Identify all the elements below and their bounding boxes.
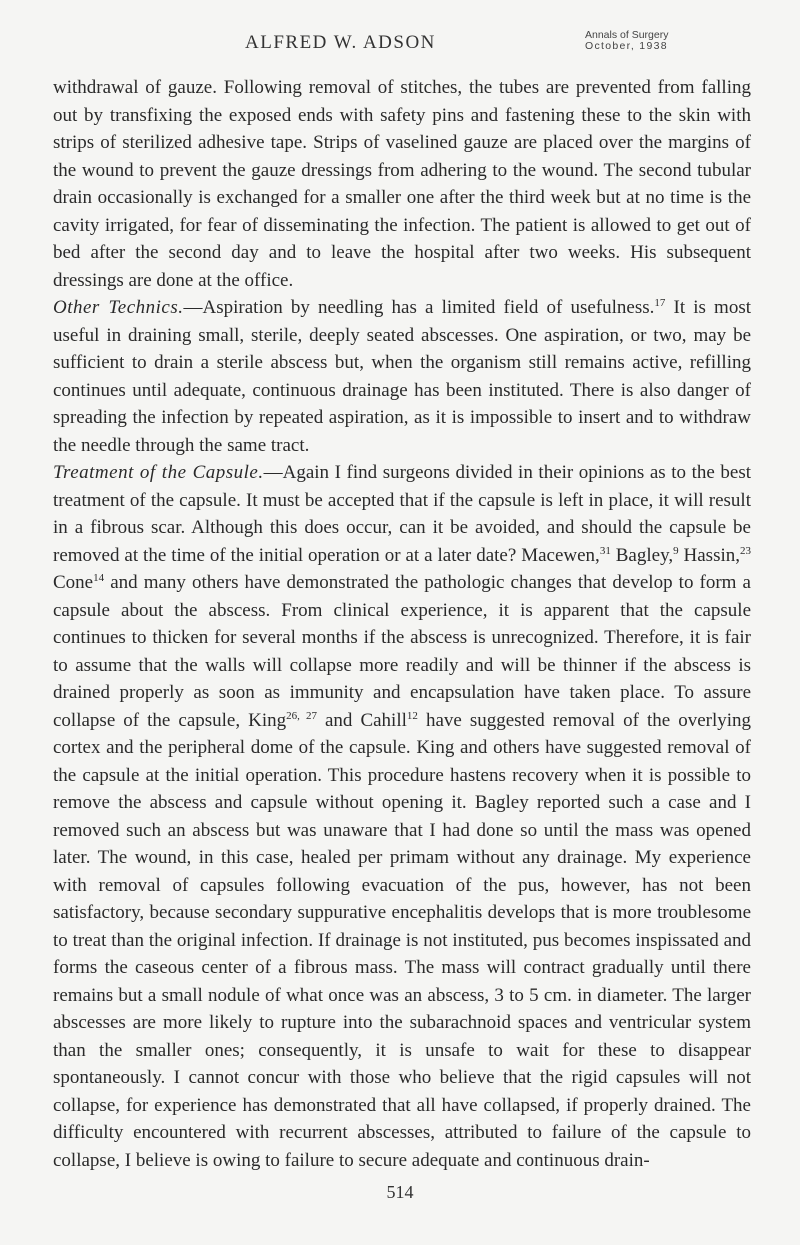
section-subhead: Treatment of the Capsule. [53,462,264,483]
paragraph-other-technics [53,294,751,459]
citation-reference: 14 [93,572,105,584]
text-run: Hassin, [678,544,740,566]
citation-reference: 12 [406,709,418,722]
text-run: have suggested removal of the overlying cortex and the peripheral dome of the capsule. King and others have suggested removal of the capsule at the initial operation. This procedure hastens recovery when it is possible to remove the abscess and capsule without opening it. Bagley reported such a case and I removed such an abscess but was unaware that I had done so until the mass was opened later. The wound, in this case, healed per primam without any drainage. My experience with removal of capsules following evacuation of the pus, however, has not been satisfactory, because secondary suppurative encephalitis develops that is more troublesome to treat than the original infection. If drainage is not instituted, pus becomes inspissated and forms the caseous center of a fibrous mass. The mass will contract gradually until there remains but a small nodule of what once was an abscess, 3 to 5 cm. in diameter. The larger abscesses are more likely to rupture into the subarachnoid spaces and ventricular system than the smaller ones; consequently, it is unsafe to wait for these to disappear spontaneously. I cannot concur with those who believe that the rigid capsules will not collapse, for experience has demonstrated that all have collapsed, if properly drained. The difficulty encountered with recurrent abscesses, attributed to failure of the capsule to collapse, I believe is owing to failure to secure adequate and continuous drain- [53,709,752,1171]
citation-reference: 17 [654,297,666,309]
paragraph-postoperative-care [53,74,751,294]
journal-info [585,30,668,52]
text-run: and many others have demonstrated the pathologic changes that develop to form a capsule about the abscess. From clinical experience, it is apparent that the capsule continues to thicken for several months if the abscess is unrecognized. Therefore, it is fair to assume that the walls will collapse more readily and will be thinner if the abscess is drained properly as soon as immunity and encapsulation have taken place. To assure collapse of the capsule, King [53,572,751,731]
text-run: —Again I find surgeons divided in their opinions as to the best treatment of the capsule. It must be accepted that if the capsule is left in place, it will result in a fibrous scar. Although this does occur, can it be avoided, and should the capsule be removed at the time of the initial operation or at a later date? Macewen, [53,462,751,566]
running-title: ALFRED W. ADSON [245,32,436,53]
page-number: 514 [386,1182,414,1202]
citation-reference: 26, 27 [286,709,317,722]
journal-date: October, 1938 [585,40,668,52]
paragraph-treatment-of-capsule [53,459,751,1174]
text-run: It is most useful in draining small, sterile, deeply seated abscesses. One aspiration, or two, may be sufficient to drain a sterile abscess but, when the organism still remains active, refilling continues until adequate, continuous drainage has been instituted. There is also danger of spreading the infection by repeated aspiration, as it is impossible to insert and to withdraw the needle through the same tract. [53,297,752,456]
journal-name: Annals of Surgery [585,29,669,41]
page-header [0,22,800,62]
citation-reference: 31 [599,544,611,557]
citation-reference: 9 [673,544,679,557]
text-run: withdrawal of gauze. Following removal of stitches, the tubes are prevented from falling out by transfixing the exposed ends with safety pins and fastening these to the skin with strips of sterilized adhesive tape. Strips of vaselined gauze are placed over the margins of the wound to prevent the gauze dressings from adhering to the wound. The second tubular drain occasionally is exchanged for a smaller one after the third week but at no time is the cavity irrigated, for fear of disseminating the infection. The patient is allowed to get out of bed after the second day and to leave the hospital after two weeks. His subsequent dressings are done at the office. [53,77,751,291]
text-run: and Cahill [316,709,407,731]
text-run: —Aspiration by needling has a limited field of usefulness. [183,297,655,318]
citation-reference: 23 [740,544,751,557]
body-text [53,74,751,1174]
section-subhead: Other Technics. [53,297,184,318]
text-run: Bagley, [610,544,674,566]
text-run: Cone [53,572,94,593]
